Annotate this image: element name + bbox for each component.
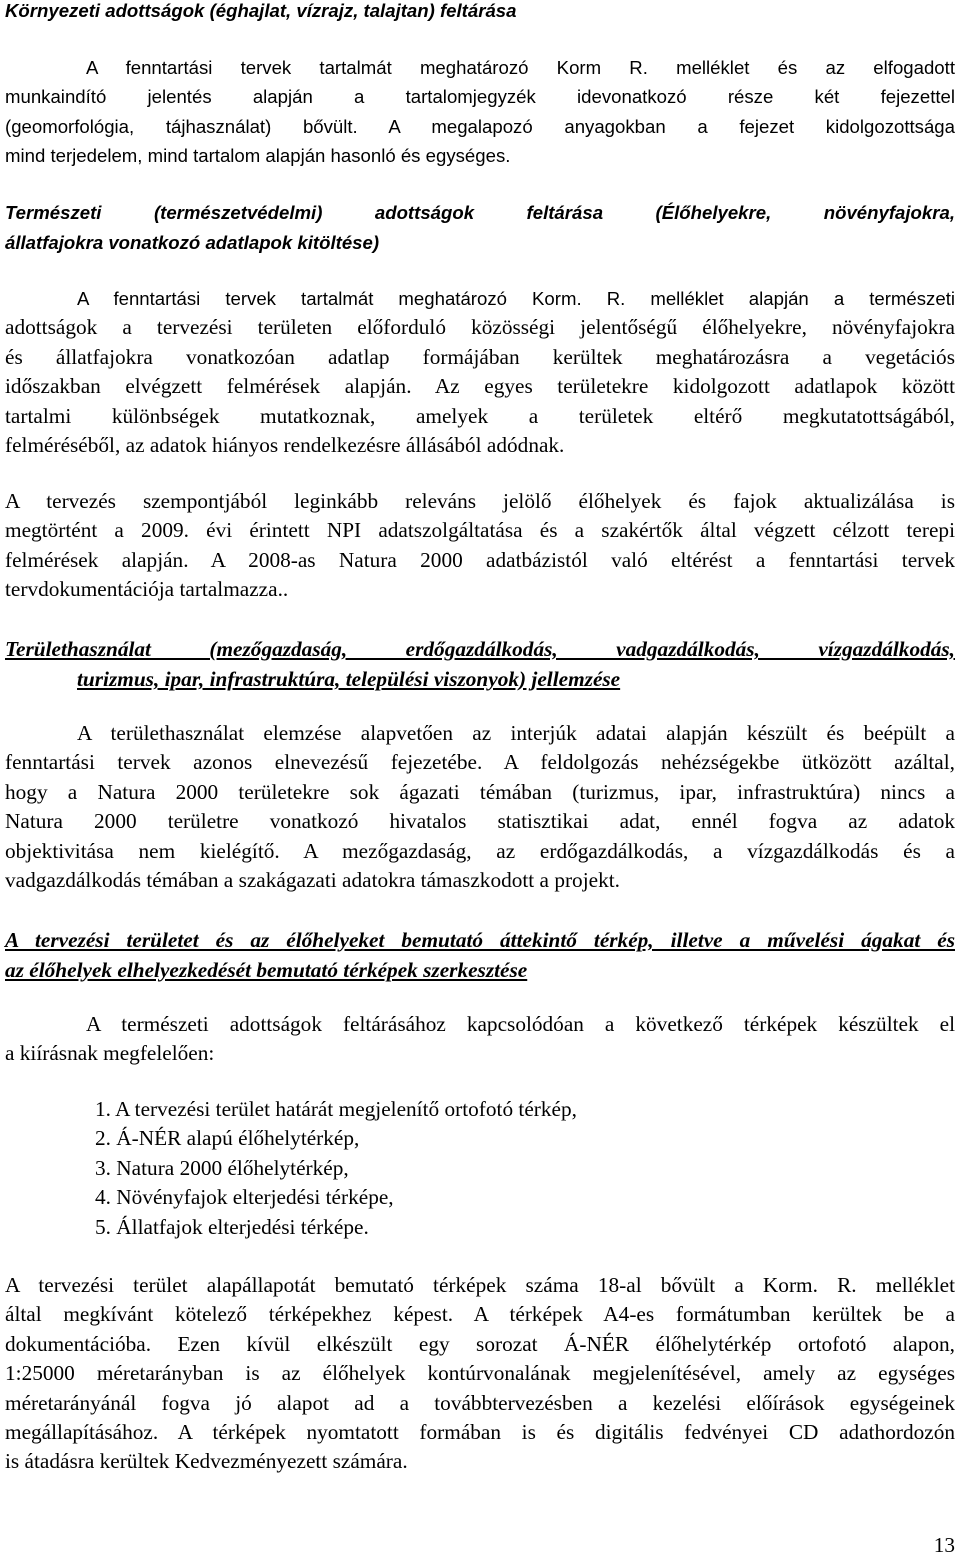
- text-line: vadgazdálkodás témában a szakágazati adatokra támaszkodott a projekt.: [5, 868, 620, 893]
- text-line: és állatfajokra vonatkozóan adatlap formájában kerültek meghatározásra a vegetációs: [5, 344, 955, 369]
- heading-line: Természeti (természetvédelmi) adottságok feltárása (Élőhelyekre, növényfajokra,: [5, 202, 955, 223]
- text-line: tervdokumentációja tartalmazza..: [5, 577, 289, 602]
- text-line: 1:25000 méretarányban is az élőhelyek kontúrvonalának megjelenítésével, amely az egységes: [5, 1361, 955, 1386]
- heading-line: A tervezési területet és az élőhelyeket bemutató áttekintő térkép, illetve a művelési ágakat és: [5, 928, 955, 952]
- text-line: A tervezés szempontjából leginkább releváns jelölő élőhelyek és fajok aktualizálása is: [5, 489, 955, 513]
- text-line: által megkívánt kötelező térképekhez képest. A térképek A4-es formátumban kerültek be a: [5, 1302, 955, 1327]
- paragraph-environment: [5, 53, 955, 171]
- heading-line: állatfajokra vonatkozó adatlapok kitöltése): [5, 232, 380, 253]
- text-line: Natura 2000 területre vonatkozó hivatalos statisztikai adat, ennél fogva az adatok: [5, 809, 955, 834]
- text-line: megtörtént a 2009. évi érintett NPI adatszolgáltatása és a szakértők által végzett célzott terepi: [5, 518, 955, 543]
- text-line: objektivitása nem kielégítő. A mezőgazdaság, az erdőgazdálkodás, a vízgazdálkodás és a: [5, 838, 955, 863]
- paragraph-nature-1: [5, 284, 955, 460]
- text-line: A területhasználat elemzése alapvetően az interjúk adatai alapján készült és beépült a: [77, 721, 955, 745]
- text-line: felmérések alapján. A 2008-as Natura 2000 adatbázistól való eltérést a fenntartási tervek: [5, 547, 955, 572]
- map-list: [95, 1095, 577, 1242]
- text-line: a kiírásnak megfelelően:: [5, 1041, 215, 1066]
- text-line: mind terjedelem, mind tartalom alapján hasonló és egységes.: [5, 145, 511, 167]
- text-line: dokumentációba. Ezen kívül elkészült egy sorozat Á-NÉR élőhelytérkép ortofotó alapon,: [5, 1331, 955, 1356]
- paragraph-maps-intro: [5, 1010, 955, 1069]
- paragraph-nature-2: [5, 487, 955, 605]
- text-line: méretarányánál fogva jó alapot ad a továbbtervezésben a kezelési előírások egységeinek: [5, 1390, 955, 1415]
- text-line: (geomorfológia, tájhasználat) bővült. A megalapozó anyagokban a fejezet kidolgozottsága: [5, 115, 955, 137]
- text-line: munkaindító jelentés alapján a tartalomjegyzék idevonatkozó része két fejezettel: [5, 86, 955, 108]
- heading-line: turizmus, ipar, infrastruktúra, települési viszonyok) jellemzése: [77, 667, 621, 691]
- heading-line: Területhasználat (mezőgazdaság, erdőgazdálkodás, vadgazdálkodás, vízgazdálkodás,: [5, 637, 955, 661]
- text-line: megállapításához. A térképek nyomtatott formában is és digitális fedvényei CD adathordozón: [5, 1420, 955, 1445]
- text-line: adottságok a tervezési területen előforduló közösségi jelentőségű élőhelyekre, növényfajokra: [5, 315, 955, 340]
- text-line: A tervezési terület alapállapotát bemutató térképek száma 18-al bővült a Korm. R. melléklet: [5, 1273, 955, 1297]
- text-line: hogy a Natura 2000 területekre sok ágazati témában (turizmus, ipar, infrastruktúra) nincs a: [5, 779, 955, 804]
- paragraph-landuse: [5, 719, 955, 895]
- text-line: felméréséből, az adatok hiányos rendelkezésre állásából adódnak.: [5, 433, 565, 458]
- list-item: 1. A tervezési terület határát megjelenítő ortofotó térkép,: [95, 1097, 577, 1121]
- text-line: időszakban elvégzett felmérések alapján. Az egyes területekre kidolgozott adatlapok között: [5, 374, 955, 399]
- text-line: A fenntartási tervek tartalmát meghatározó Korm. R. melléklet alapján a természeti: [77, 288, 955, 309]
- heading-line: az élőhelyek elhelyezkedését bemutató térképek szerkesztése: [5, 958, 528, 982]
- section-heading-environment: Környezeti adottságok (éghajlat, vízrajz, talajtan) feltárása: [5, 0, 517, 21]
- list-item: 2. Á-NÉR alapú élőhelytérkép,: [95, 1126, 360, 1151]
- section-heading-maps: [5, 925, 955, 985]
- list-item: 3. Natura 2000 élőhelytérkép,: [95, 1155, 349, 1180]
- list-item: 4. Növényfajok elterjedési térképe,: [95, 1185, 394, 1210]
- text-line: is átadásra kerültek Kedvezményezett számára.: [5, 1449, 408, 1474]
- text-line: tartalmi különbségek mutatkoznak, amelyek a területek eltérő megkutatottságából,: [5, 403, 955, 428]
- paragraph-maps-closing: [5, 1271, 955, 1477]
- text-line: A természeti adottságok feltárásához kapcsolódóan a következő térképek készültek el: [86, 1012, 955, 1036]
- section-heading-nature: [5, 198, 955, 258]
- section-heading-landuse: [5, 634, 955, 694]
- page-number: 13: [933, 1533, 955, 1557]
- list-item: 5. Állatfajok elterjedési térképe.: [95, 1214, 369, 1239]
- text-line: A fenntartási tervek tartalmát meghatározó Korm R. melléklet és az elfogadott: [86, 57, 955, 78]
- text-line: fenntartási tervek azonos elnevezésű fejezetébe. A feldolgozás nehézségekbe ütközött azáltal,: [5, 750, 955, 775]
